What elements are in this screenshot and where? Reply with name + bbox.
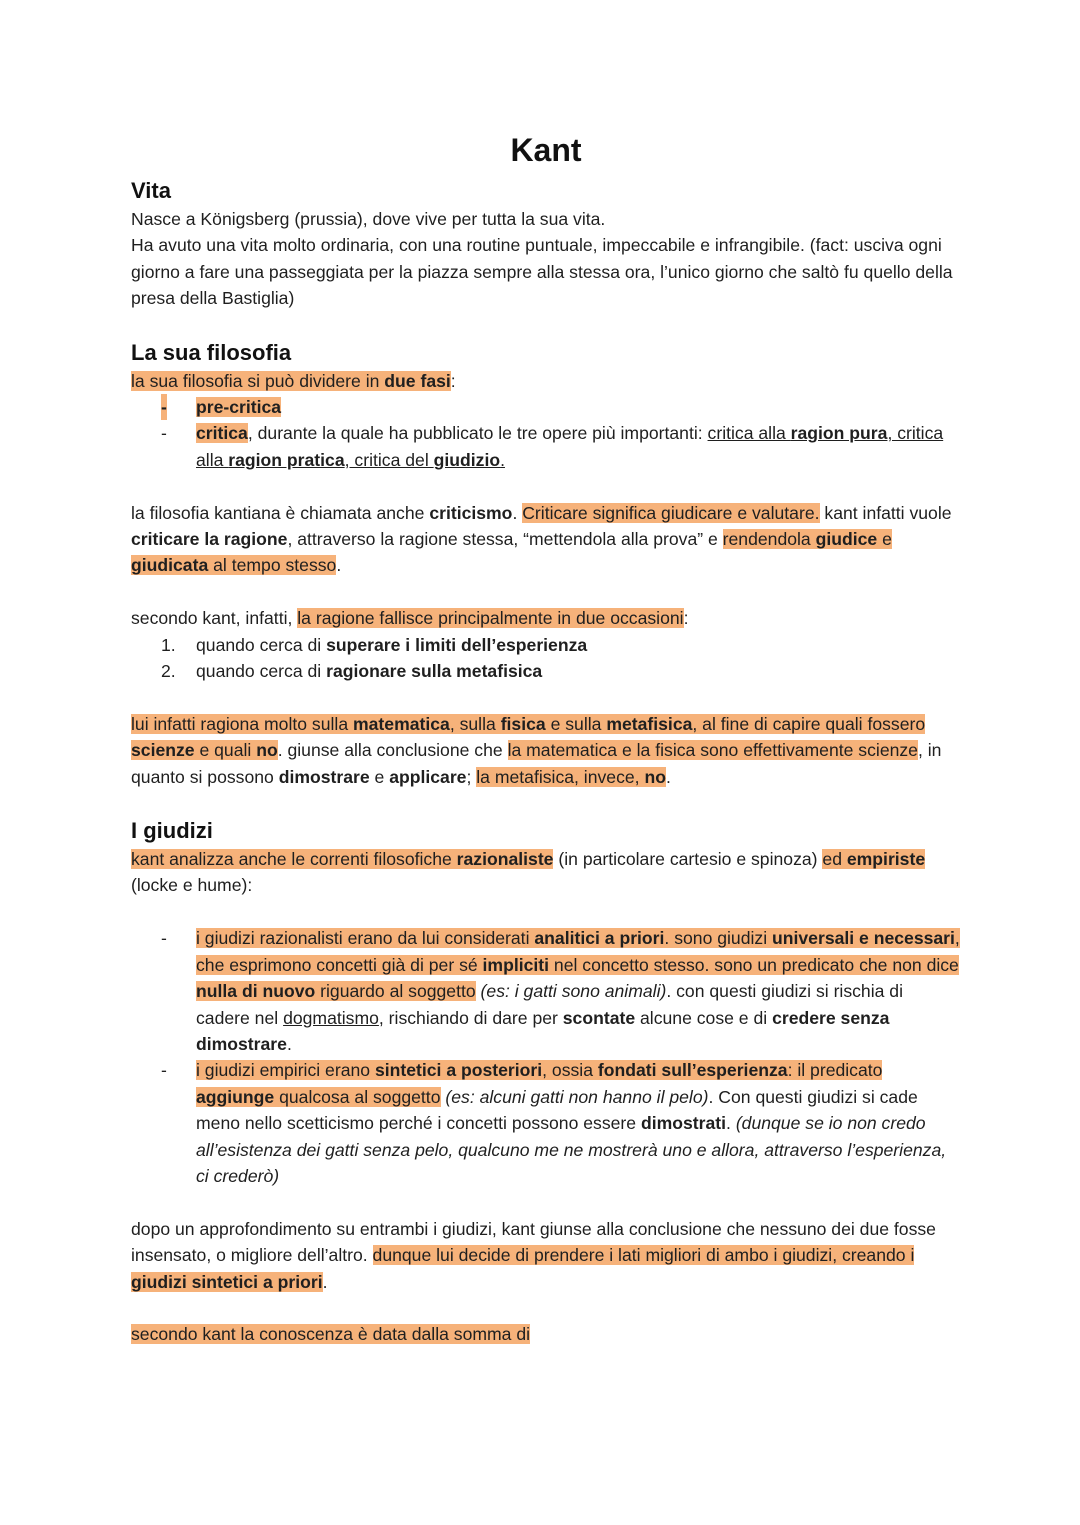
list-fasi [131,394,961,473]
text-highlight: secondo kant la conoscenza è data dalla somma di [131,1324,531,1345]
text-bold: no [256,740,278,761]
text-bold: fisica [500,713,546,734]
list-item-critica [131,420,961,473]
text-bold: fondati sull’esperienza [597,1060,788,1081]
text-bold: empiriste [846,849,926,870]
list-marker: - [161,394,167,420]
text-segment: rendendola [722,529,816,550]
text-segment: , che esprimono concetti già di per sé [196,928,960,975]
text-bold: scienze [131,740,195,761]
text-segment: (in particolare cartesio e spinoza) [553,849,823,870]
text-bold: pre-critica [196,397,282,418]
text-bold: universali e necessari [772,928,955,949]
text-highlight: la ragione fallisce principalmente in due occasioni [297,608,684,629]
text-bold: analitici a priori [534,928,665,949]
paragraph-due-fasi [131,368,961,394]
paragraph-scienze [131,711,961,790]
text-segment: . Con questi giudizi si cade meno nello scetticismo perché i concetti possono essere [196,1086,918,1134]
text-italic: (es: i gatti sono animali) [475,981,667,1002]
text-segment: : [450,370,456,391]
paragraph-correnti [131,846,961,899]
text-segment: la filosofia kantiana è chiamata anche [131,502,430,523]
text-highlight: la matematica e la fisica sono effettivamente scienze [507,740,918,761]
list-marker: - [161,1060,167,1081]
paragraph-conclusione [131,1216,961,1295]
list-item-occasione-1 [131,632,961,658]
text-bold: no [644,766,666,787]
text-bold: dimostrare [278,766,370,787]
text-segment: . [665,766,671,787]
text-segment: . sono giudizi [664,928,773,949]
text-segment: secondo kant, infatti, [131,608,298,629]
text-bold: credere senza dimostrare [196,1007,890,1054]
list-marker: - [161,423,167,444]
text-segment: , sulla [449,713,501,734]
text-segment: ; [466,766,477,787]
document-body [131,128,961,1348]
list-giudizi [131,925,961,1189]
text-bold: razionaliste [456,849,554,870]
text-segment: al tempo stesso [208,555,337,576]
heading-vita: Vita [131,178,171,203]
text-bold: matematica [353,713,450,734]
text-segment: e sulla [545,713,607,734]
text-bold: giudicata [131,555,209,576]
text-bold: applicare [389,766,467,787]
text-bold: superare i limiti dell’esperienza [326,634,588,655]
list-item-pre-critica [131,394,961,420]
text-bold: metafisica [606,713,693,734]
text-segment: , critica alla [196,423,944,470]
list-item-occasione-2 [131,658,961,684]
text-segment: dunque lui decide di prendere i lati migliori di ambo i giudizi, creando i [372,1245,915,1266]
list-number: 2. [161,661,176,682]
text-bold: dimostrati [640,1113,727,1134]
text-segment: . [500,449,505,470]
text-segment: (locke e hume): [131,875,253,896]
paragraph-vita-routine: Ha avuto una vita molto ordinaria, con una routine puntuale, impeccabile e infrangibile. (fact: usciva ogni giorno a fare una passeggiata per la piazza sempre alla stessa ora, l’unico giorno che saltò fu quello della presa della Bastiglia) [131,235,953,309]
text-highlight: Criticare significa giudicare e valutare. [522,502,820,523]
text-segment: e [369,766,390,787]
list-number: 1. [161,634,176,655]
text-segment: . [336,555,342,576]
text-segment: la metafisica, invece, [476,766,645,787]
list-marker: - [161,928,167,949]
heading-filosofia: La sua filosofia [131,339,292,365]
text-bold: ragionare sulla metafisica [326,661,543,682]
text-segment: , in quanto si possono [131,740,942,787]
text-segment: dopo un approfondimento su entrambi i giudizi, kant giunse alla conclusione che nessuno dei due fosse insensato, o migliore dell’altro. [131,1218,936,1266]
text-segment: nel concetto stesso. sono un predicato che non dice [549,954,959,975]
text-segment: alcune cose e di [635,1007,773,1028]
text-segment: lui infatti ragiona molto sulla [131,713,353,734]
paragraph-conoscenza [131,1321,961,1347]
text-bold: criticare la ragione [131,529,288,550]
text-segment: , ossia [542,1060,598,1081]
text-segment: quando cerca di [196,634,327,655]
text-segment: , rischiando di dare per [378,1007,563,1028]
text-segment: , durante la quale ha pubblicato le tre opere più importanti: [247,423,708,444]
text-segment: . [322,1271,328,1292]
paragraph-vita-birth: Nasce a Königsberg (prussia), dove vive per tutta la sua vita. [131,209,606,229]
text-segment: i giudizi razionalisti erano da lui considerati [196,928,535,949]
text-segment: . giunse alla conclusione che [277,740,508,761]
text-bold: criticismo [429,502,513,523]
text-segment: , attraverso la ragione stessa, “mettendola alla prova” e [287,529,723,550]
text-segment: i giudizi empirici erano [196,1060,375,1081]
text-italic: (dunque se io non credo all’esistenza dei gatti senza pelo, qualcuno me ne mostrerà uno e allora, attraverso l’esperienza, ci crederò) [196,1113,947,1186]
list-item-razionalisti [131,925,961,1057]
text-segment: , critica del [344,449,434,470]
text-segment: critica alla [707,423,791,444]
text-segment: . con questi giudizi si rischia di cadere nel [196,981,903,1028]
text-segment: quando cerca di [196,661,327,682]
text-bold: giudizi sintetici a priori [131,1271,323,1292]
text-segment: ed [822,849,847,870]
text-bold: scontate [562,1007,636,1028]
list-item-empirici [131,1057,961,1189]
list-occasioni [131,632,961,685]
text-bold: sintetici a posteriori [374,1060,543,1081]
text-bold: giudizio [433,449,501,470]
text-bold: aggiunge [196,1086,275,1107]
text-segment: , al fine di capire quali fossero [692,713,926,734]
text-segment: kant analizza anche le correnti filosofiche [131,849,457,870]
text-segment: riguardo al soggetto [315,981,476,1002]
paragraph-criticismo [131,500,961,579]
heading-giudizi: I giudizi [131,818,213,844]
text-segment: kant infatti vuole [824,502,952,523]
text-segment: e [877,529,892,550]
text-underlined: dogmatismo [283,1007,379,1028]
text-bold: ragion pratica [228,449,345,470]
text-bold: impliciti [482,954,550,975]
text-bold: critica [196,423,248,444]
text-italic: (es: alcuni gatti non hanno il pelo) [440,1086,709,1107]
document-title: Kant [510,132,582,168]
text-bold: ragion pura [790,423,888,444]
text-segment: . [286,1033,292,1054]
text-segment: : il predicato [787,1060,883,1081]
text-segment: : [683,608,689,629]
text-segment: . [726,1113,736,1134]
text-bold: nulla di nuovo [196,981,316,1002]
text-bold: giudice [815,529,878,550]
text-segment: e quali [194,740,257,761]
paragraph-occasioni [131,605,961,631]
text-bold: due fasi [384,370,451,391]
text-segment: la sua filosofia si può dividere in [131,370,385,391]
text-segment: . [512,502,523,523]
text-segment: qualcosa al soggetto [274,1086,441,1107]
